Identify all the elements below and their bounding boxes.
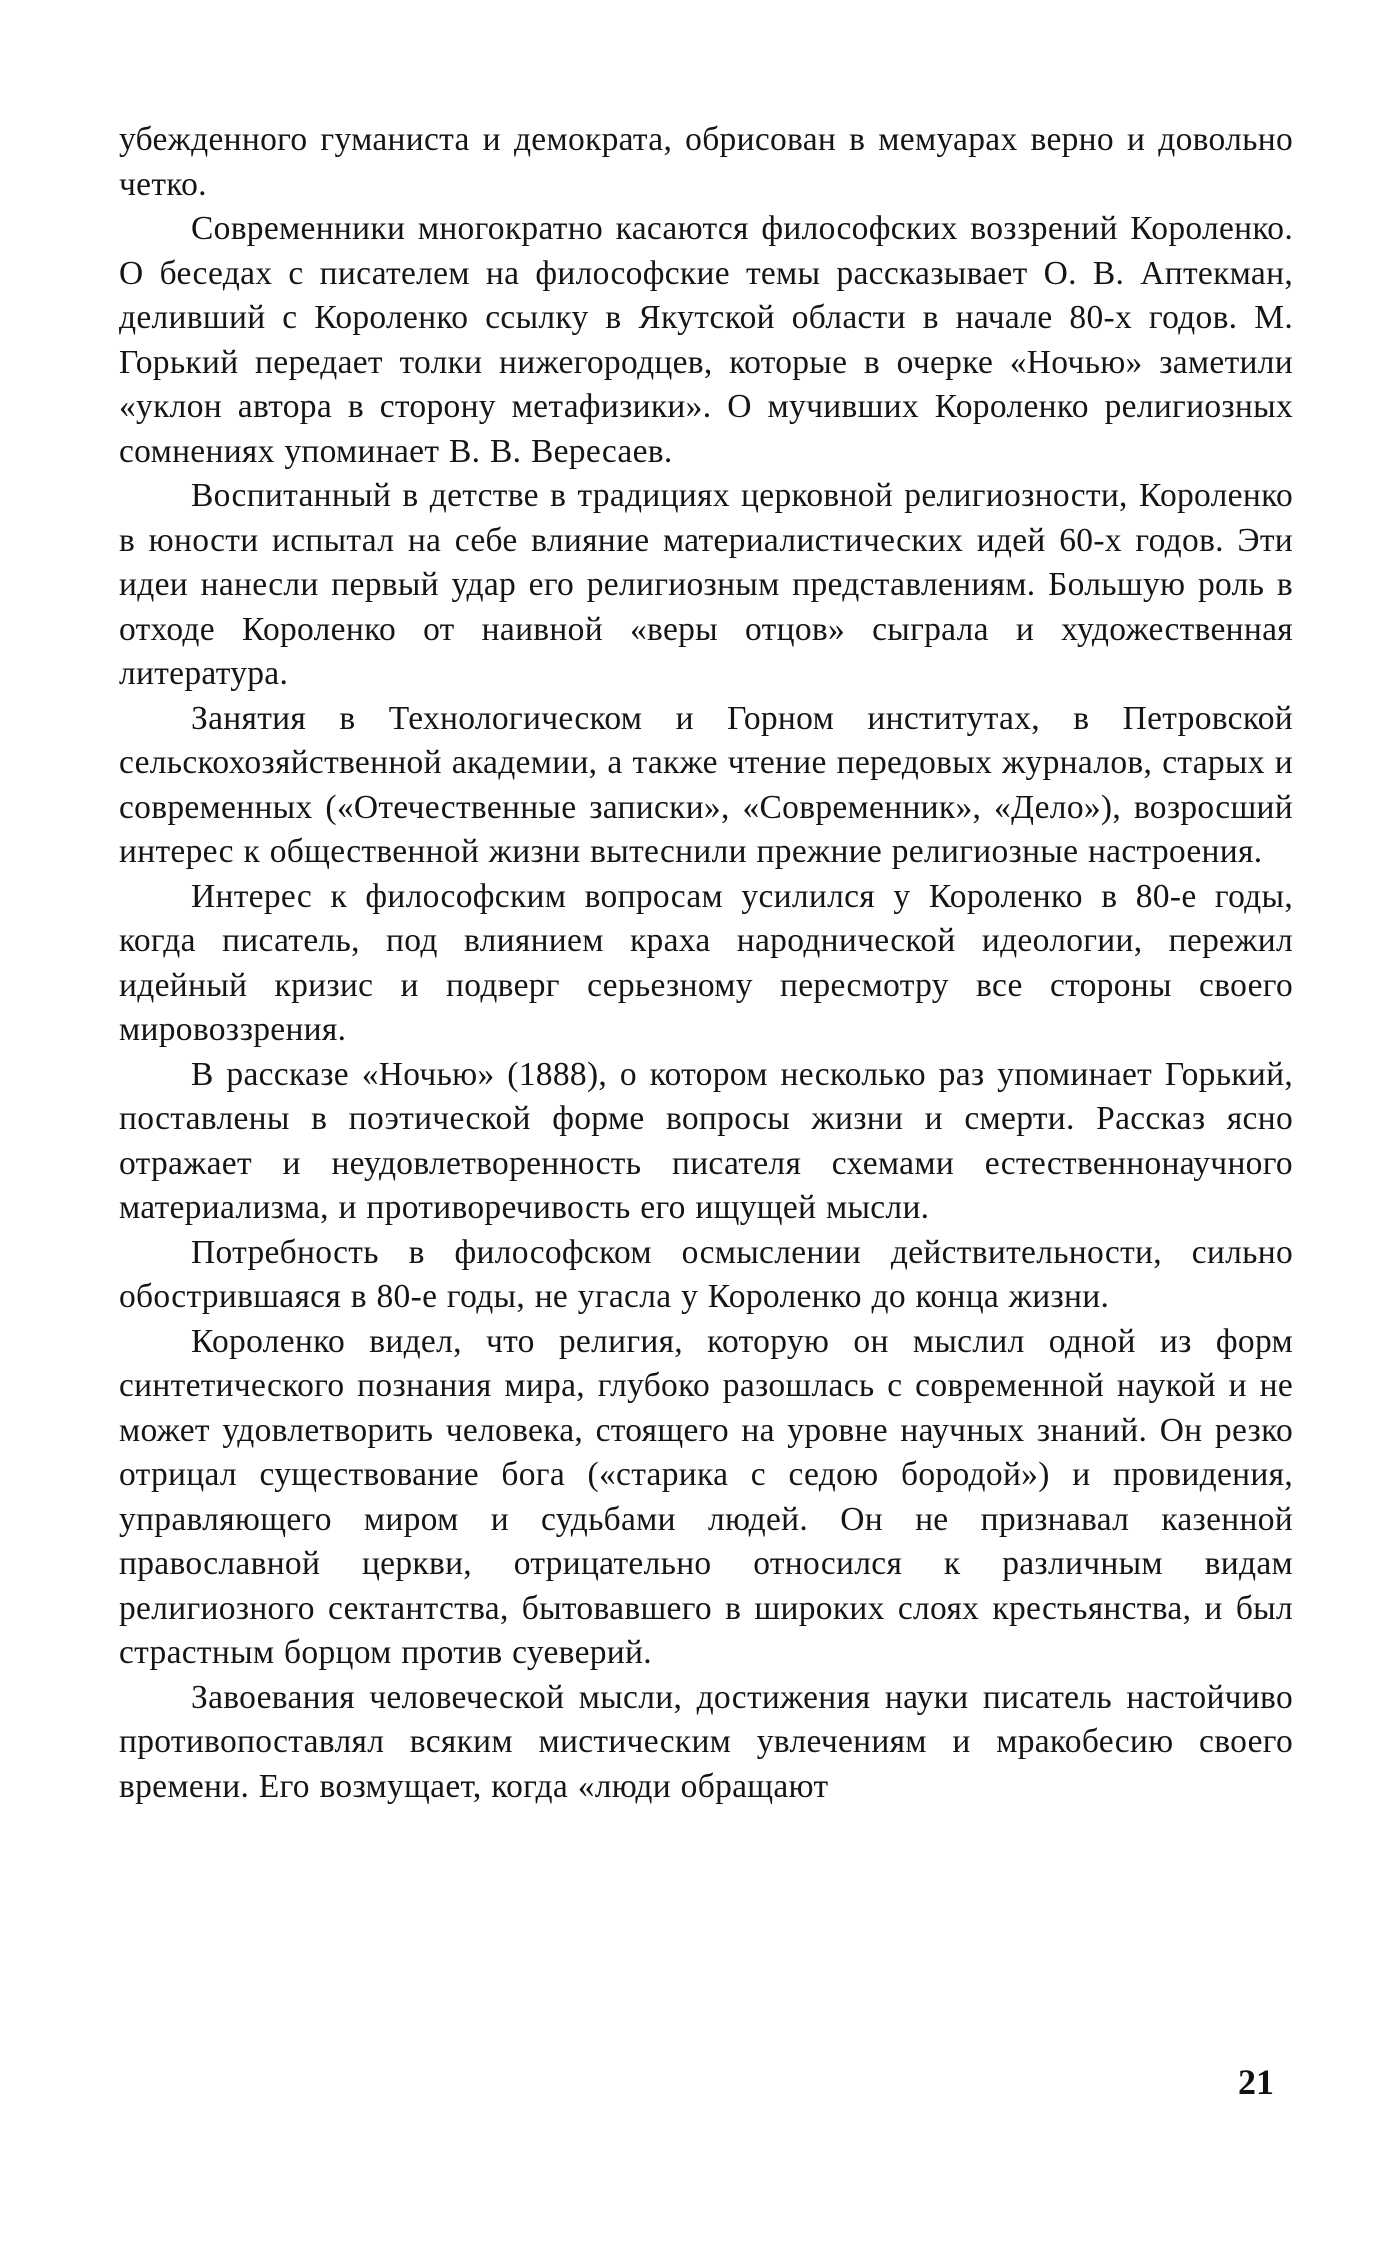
paragraph-4: Занятия в Технологическом и Горном институтах, в Петровской сельскохозяйственной академии, а также чтение передовых журналов, старых и современных («Отечественные записки», «Современник», «Дело»), возросший интерес к общественной жизни вытеснили прежние религиозные настроения. [119, 699, 1293, 870]
paragraph-2: Современники многократно касаются философских воззрений Короленко. О беседах с писателем на философские темы рассказывает О. В. Аптекман, деливший с Короленко ссылку в Якутской области в начале 80-х годов. М. Горький передает толки нижегородцев, которые в очерке «Ночью» заметили «уклон автора в сторону метафизики». О мучивших Короленко религиозных сомнениях упоминает В. В. Вересаев. [119, 210, 1293, 470]
page-body [119, 118, 1293, 1809]
paragraph-7: Потребность в философском осмыслении действительности, сильно обострившаяся в 80-е годы, не угасла у Короленко до конца жизни. [119, 1233, 1293, 1315]
paragraph-6: В рассказе «Ночью» (1888), о котором несколько раз упоминает Горький, поставлены в поэтической форме вопросы жизни и смерти. Рассказ ясно отражает и неудовлетворенность писателя схемами естественнонаучного материализма, и противоречивость его ищущей мысли. [119, 1055, 1293, 1226]
paragraph-3: Воспитанный в детстве в традициях церковной религиозности, Короленко в юности испытал на себе влияние материалистических идей 60-х годов. Эти идеи нанесли первый удар его религиозным представлениям. Большую роль в отходе Короленко от наивной «веры отцов» сыграла и художественная литература. [119, 477, 1293, 692]
paragraph-5: Интерес к философским вопросам усилился у Короленко в 80-е годы, когда писатель, под влиянием краха народнической идеологии, пережил идейный кризис и подверг серьезному пересмотру все стороны своего мировоззрения. [119, 877, 1293, 1048]
paragraph-9: Завоевания человеческой мысли, достижения науки писатель настойчиво противопоставлял всяким мистическим увлечениям и мракобесию своего времени. Его возмущает, когда «люди обращают [119, 1678, 1293, 1805]
page-number: 21 [1238, 2062, 1274, 2102]
paragraph-1: убежденного гуманиста и демократа, обрисован в мемуарах верно и довольно четко. [119, 121, 1293, 203]
paragraph-8: Короленко видел, что религия, которую он мыслил одной из форм синтетического познания мира, глубоко разошлась с современной наукой и не может удовлетворить человека, стоящего на уровне научных знаний. Он резко отрицал существование бога («старика с седою бородой») и провидения, управляющего миром и судьбами людей. Он не признавал казенной православной церкви, отрицательно относился к различным видам религиозного сектантства, бытовавшего в широких слоях крестьянства, и был страстным борцом против суеверий. [119, 1322, 1293, 1671]
